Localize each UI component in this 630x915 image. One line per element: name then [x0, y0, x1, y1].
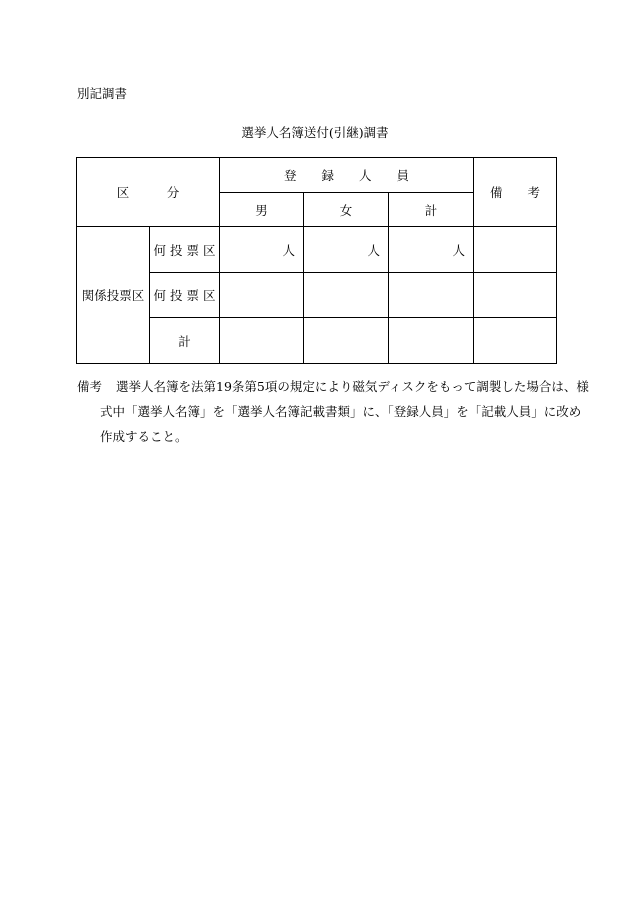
row-female-cell — [304, 318, 388, 363]
section-header: 区 分 — [116, 185, 180, 200]
remarks-note — [77, 374, 589, 449]
row-male-cell — [220, 318, 303, 363]
total-header: 計 — [424, 202, 438, 218]
document-title: 選挙人名簿送付(引継)調書 — [241, 125, 389, 140]
note-text-1: 選挙人名簿を法第19条第5項の規定により磁気ディスクをもって調製した場合は、様 — [116, 379, 589, 394]
row-label: 計 — [178, 333, 191, 349]
row-female-cell — [304, 273, 388, 317]
note-line-2: 式中「選挙人名簿」を「選挙人名簿記載書類」に、「登録人員」を「記載人員」に改め — [100, 404, 582, 419]
note-prefix: 備考 — [77, 379, 103, 394]
note-line-1 — [77, 374, 589, 399]
female-header: 女 — [339, 202, 353, 218]
document-label: 別記調書 — [77, 86, 128, 101]
remarks-header: 備 考 — [489, 185, 540, 200]
row-label: 何 投 票 区 — [153, 242, 216, 258]
registered-header: 登 録 人 員 — [283, 168, 409, 183]
row-total-cell: 人 — [452, 242, 465, 258]
row-total-cell — [389, 273, 473, 317]
row-male-cell: 人 — [282, 242, 295, 258]
group-label: 関係投票区 — [81, 288, 145, 303]
row-label: 何 投 票 区 — [153, 288, 216, 303]
male-header: 男 — [255, 202, 268, 218]
row-female-cell: 人 — [367, 242, 380, 258]
row-total-cell — [389, 318, 473, 363]
row-male-cell — [220, 273, 303, 317]
note-line-3: 作成すること。 — [100, 429, 188, 444]
transfer-table — [76, 157, 557, 364]
